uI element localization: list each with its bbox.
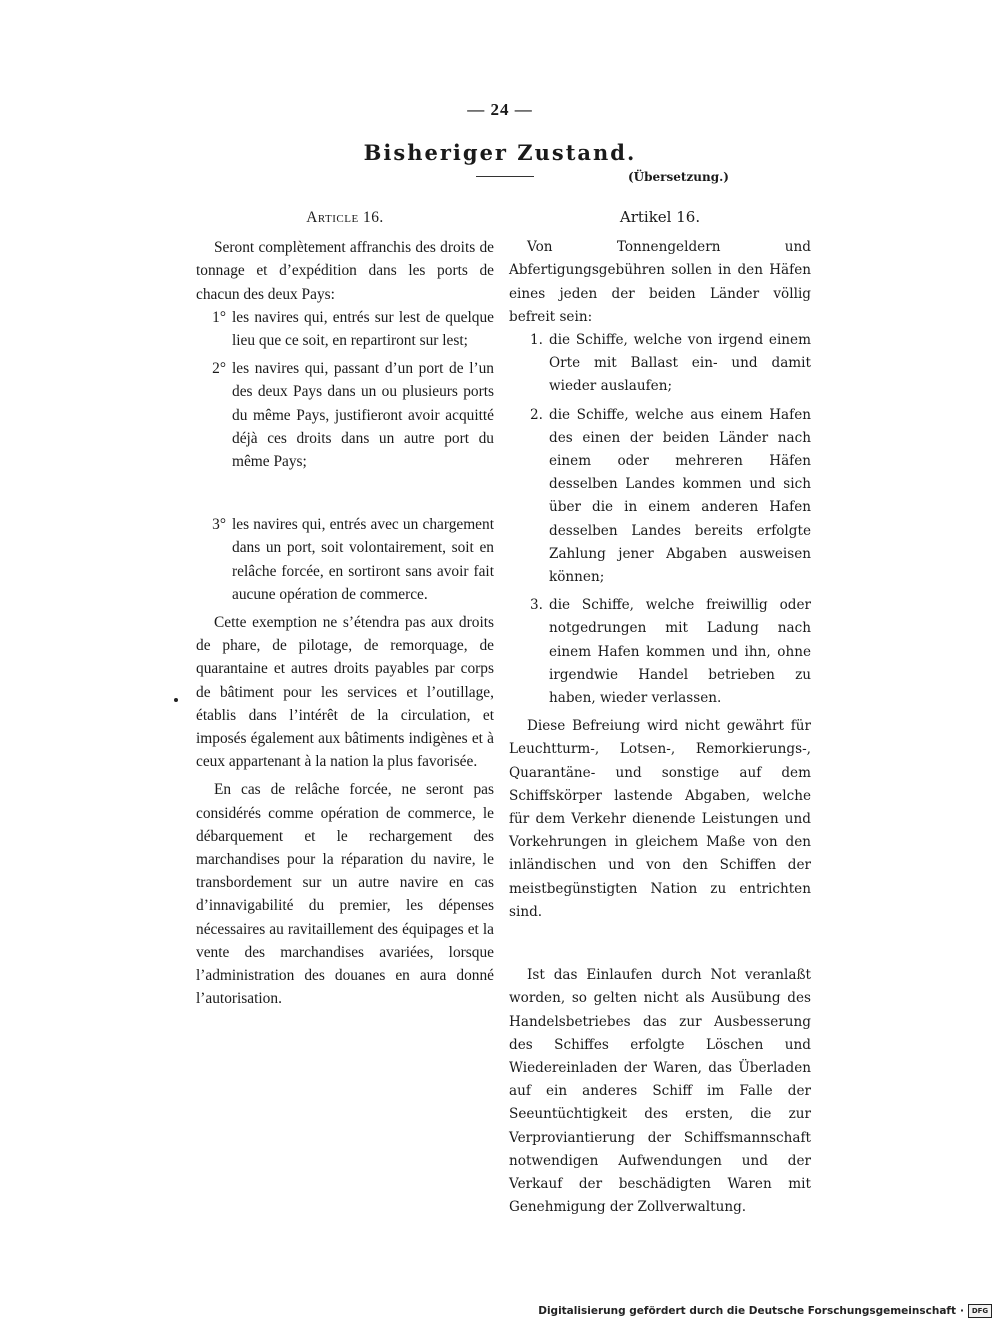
french-item-2-number: 2° [212, 360, 226, 378]
german-article-heading: Artikel 16. [619, 208, 701, 226]
german-item-1 [509, 329, 811, 399]
french-item-1 [196, 306, 494, 352]
french-column [196, 206, 494, 1011]
french-item-3-text: les navires qui, entrés avec un chargement dans un port, soit volontairement, soit en relâche forcée, en sortiront sans avoir fait aucune opération de commerce. [232, 516, 494, 603]
dfg-logo-icon: DFG [968, 1304, 992, 1318]
german-item-3-number: 3. [530, 597, 543, 614]
french-item-1-number: 1° [212, 308, 226, 326]
french-item-2 [196, 357, 494, 473]
french-item-2-text: les navires qui, passant d’un port de l’un des deux Pays dans un ou plusieurs ports du même Pays, justifieront avoir acquitté déjà ces droits dans un autre port du même Pays; [232, 360, 494, 471]
footer-credit-text: Digitalisierung gefördert durch die Deutsche Forschungsgemeinschaft [538, 1305, 956, 1317]
german-item-3-text: die Schiffe, welche freiwillig oder notgedrungen mit Ladung nach einem Hafen kommen und ihn, ohne irgendwie Handel betrieben zu haben, wieder verlassen. [549, 597, 811, 707]
footer-separator-dot: · [960, 1305, 964, 1317]
german-item-3 [509, 594, 811, 710]
french-item-3-number: 3° [212, 516, 226, 534]
german-item-2 [509, 404, 811, 590]
german-item-1-number: 1. [530, 332, 543, 349]
french-paragraph-exemption: Cette exemption ne s’étendra pas aux droits de phare, de pilotage, de remorquage, de quarantaine et autres droits payables par corps de bâtiment pour les services et l’outillage, établis dans l’intérêt de la circulation, et imposés également aux bâtiments indigènes et à ceux appartenant à la nation la plus favorisée. [196, 614, 494, 771]
page-number: — 24 — [467, 100, 533, 119]
french-article-heading: Article 16. [306, 209, 384, 226]
translation-note: (Übersetzung.) [628, 170, 729, 184]
german-column [509, 206, 811, 1219]
german-item-2-text: die Schiffe, welche aus einem Hafen des einen der beiden Länder nach einem oder mehreren Häfen desselben Landes kommen und sich über die in einem anderen Hafen desselben Landes bereits erfolgte Zahlung jener Abgaben ausweisen können; [549, 406, 811, 586]
german-paragraph-forced-stop: Ist das Einlaufen durch Not veranlaßt worden, so gelten nicht als Ausübung des Handelsbetriebes das zur Ausbesserung des Schiffes erfolgte Löschen und Wiedereinladen der Waren, das Überladen auf ein anderes Schiff im Falle der Seeuntüchtigkeit des ersten, die zur Verproviantierung der Schiffsmannschaft notwendigen Aufwendungen und der Verkauf der beschädigten Waren mit Genehmigung der Zollverwaltung. [509, 967, 811, 1216]
french-item-3 [196, 513, 494, 606]
french-item-1-text: les navires qui, entrés sur lest de quelque lieu que ce soit, en repartiront sur lest; [232, 308, 494, 350]
german-intro: Von Tonnengeldern und Abfertigungsgebühren sollen in den Häfen eines jeden der beiden Länder völlig befreit sein: [509, 239, 811, 325]
page-title: Bisheriger Zustand. [363, 140, 637, 165]
digitization-footer [538, 1304, 992, 1318]
french-paragraph-forced-stop: En cas de relâche forcée, ne seront pas considérés comme opération de commerce, le débarquement et le rechargement des marchandises pour la réparation du navire, le transbordement sur un autre navire en cas d’innavigabilité du premier, les dépenses nécessaires au ravitaillement des équipages et la vente des marchandises avariées, lorsque l’administration des douanes en aura donné l’autorisation. [196, 781, 494, 1008]
french-intro: Seront complètement affranchis des droits de tonnage et d’expédition dans les ports de chacun des deux Pays: [196, 239, 494, 303]
german-paragraph-exemption: Diese Befreiung wird nicht gewährt für Leuchtturm-, Lotsen-, Remorkierungs-, Quarantäne- und sonstige auf dem Schiffskörper lastende Abgaben, welche für dem Verkehr dienende Leistungen und Vorkehrungen in gleichem Maße von den inländischen und von den Schiffen der meistbegünstigten Nation zu entrichten sind. [509, 718, 811, 920]
title-divider [476, 176, 534, 177]
german-item-1-text: die Schiffe, welche von irgend einem Orte mit Ballast ein- und damit wieder auslaufen; [549, 332, 811, 395]
german-item-2-number: 2. [530, 406, 543, 423]
margin-mark [174, 698, 178, 702]
